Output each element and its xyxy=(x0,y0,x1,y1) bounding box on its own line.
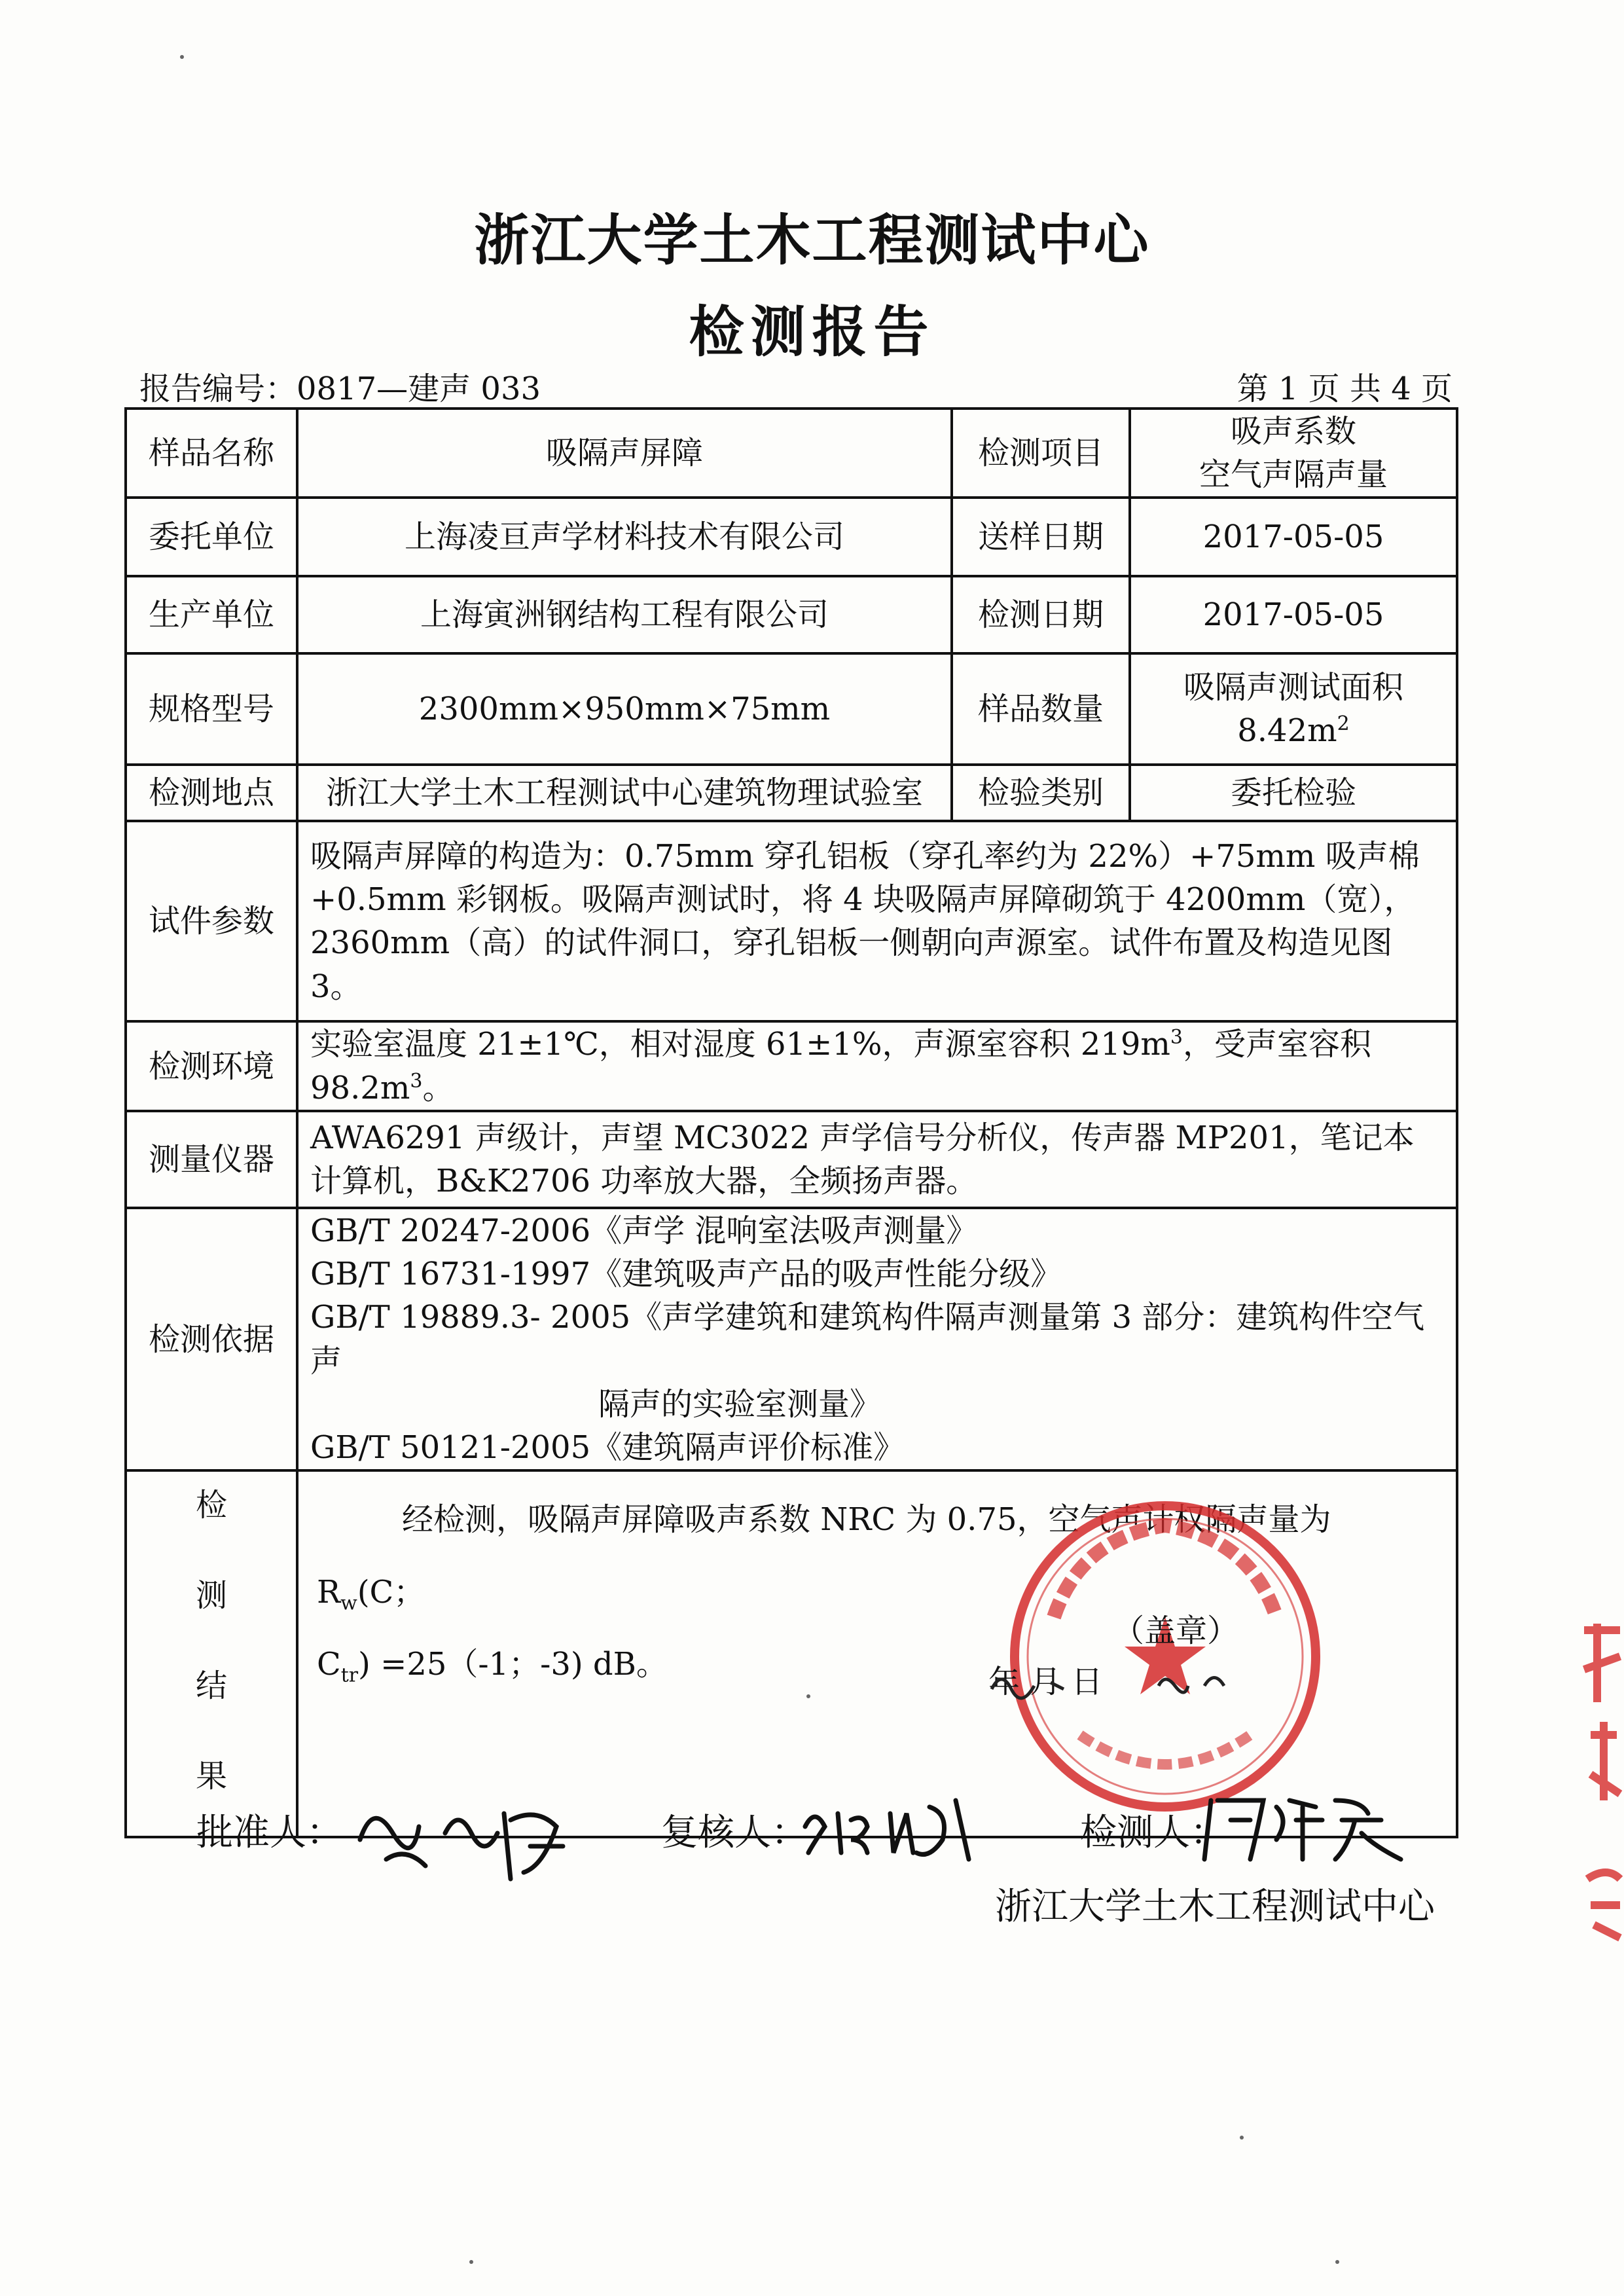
test-item-value xyxy=(1130,409,1457,498)
table-row xyxy=(126,498,1457,576)
result-text-part: C xyxy=(317,1646,341,1683)
table-row xyxy=(126,409,1457,498)
table-row xyxy=(126,576,1457,653)
env-text: 实验室温度 21±1℃，相对湿度 61±1%，声源室容积 219m xyxy=(310,1026,1170,1063)
edge-stamp-icon xyxy=(1578,1617,1624,1958)
table-row xyxy=(126,653,1457,765)
scan-speck xyxy=(1240,2136,1244,2140)
test-item-line: 空气声隔声量 xyxy=(1199,456,1388,494)
approver-label: 批准人： xyxy=(196,1812,343,1854)
params-value: 吸隔声屏障的构造为：0.75mm 穿孔铝板（穿孔率约为 22%）+75mm 吸声棉+0.5mm 彩钢板。吸隔声测试时，将 4 块吸隔声屏障砌筑于 4200mm（宽），2360mm（高）的试件洞口，穿孔铝板一侧朝向声源室。试件布置及构造见图 3。 xyxy=(297,821,1457,1021)
result-text-part: (C； xyxy=(357,1573,425,1611)
seal-label: （盖章） xyxy=(1113,1613,1239,1649)
producer-value: 上海寅洲钢结构工程有限公司 xyxy=(297,576,952,653)
test-item-label: 检测项目 xyxy=(952,409,1130,498)
delivery-date-label: 送样日期 xyxy=(952,498,1130,576)
spec-value: 2300mm×950mm×75mm xyxy=(297,653,952,765)
result-label-char: 检 xyxy=(195,1487,227,1524)
producer-label: 生产单位 xyxy=(126,576,297,653)
superscript: 3 xyxy=(1170,1026,1183,1049)
basis-item: GB/T 19889.3- 2005《声学建筑和建筑构件隔声测量第 3 部分：建筑构件空气声 xyxy=(310,1299,1425,1379)
test-date-label: 检测日期 xyxy=(952,576,1130,653)
table-row xyxy=(126,821,1457,1021)
scan-speck xyxy=(469,2260,473,2264)
approver-signature-icon xyxy=(347,1781,609,1892)
subscript: w xyxy=(340,1592,357,1615)
env-value xyxy=(297,1021,1457,1110)
table-row xyxy=(126,1208,1457,1470)
basis-item: GB/T 50121-2005《建筑隔声评价标准》 xyxy=(310,1429,905,1467)
result-label-char: 果 xyxy=(195,1758,227,1795)
sample-name-value: 吸隔声屏障 xyxy=(297,409,952,498)
result-label-stack xyxy=(139,1472,284,1798)
sample-name-label: 样品名称 xyxy=(126,409,297,498)
instruments-value: AWA6291 声级计，声望 MC3022 声学信号分析仪，传声器 MP201，笔记本计算机，B&K2706 功率放大器，全频扬声器。 xyxy=(297,1111,1457,1208)
basis-label: 检测依据 xyxy=(126,1208,297,1470)
quantity-area xyxy=(1143,709,1444,752)
result-text-part: ) =25（-1；-3) dB。 xyxy=(358,1646,668,1683)
quantity-label: 样品数量 xyxy=(952,653,1130,765)
result-text-part: 经检测，吸隔声屏障吸声系数 NRC 为 0.75，空气声计权隔声量为 R xyxy=(317,1501,1331,1611)
footer-org: 浙江大学土木工程测试中心 xyxy=(995,1886,1435,1928)
client-label: 委托单位 xyxy=(126,498,297,576)
basis-item: GB/T 16731-1997《建筑吸声产品的吸声性能分级》 xyxy=(310,1256,1062,1293)
env-text: 。 xyxy=(422,1069,454,1106)
spec-label: 规格型号 xyxy=(126,653,297,765)
scan-speck xyxy=(180,55,184,59)
env-text: ，受声室容积 98.2m xyxy=(310,1026,1371,1106)
location-label: 检测地点 xyxy=(126,765,297,821)
instruments-label: 测量仪器 xyxy=(126,1111,297,1208)
env-label: 检测环境 xyxy=(126,1021,297,1110)
table-row xyxy=(126,1111,1457,1208)
params-label: 试件参数 xyxy=(126,821,297,1021)
location-value: 浙江大学土木工程测试中心建筑物理试验室 xyxy=(297,765,952,821)
scan-speck xyxy=(806,1694,810,1698)
result-label-char: 结 xyxy=(195,1667,227,1705)
client-value: 上海凌亘声学材料技术有限公司 xyxy=(297,498,952,576)
superscript: 2 xyxy=(1337,712,1350,736)
result-date: 年 月 日 xyxy=(988,1664,1103,1700)
test-item-line: 吸声系数 xyxy=(1230,413,1356,450)
category-value: 委托检验 xyxy=(1130,765,1457,821)
result-label-char: 测 xyxy=(195,1577,227,1614)
subscript: tr xyxy=(340,1664,359,1687)
report-org-title: 浙江大学土木工程测试中心 xyxy=(474,208,1150,272)
quantity-area-number: 8.42m xyxy=(1237,712,1337,750)
scan-speck xyxy=(1335,2260,1339,2264)
test-date-value: 2017-05-05 xyxy=(1130,576,1457,653)
category-label: 检验类别 xyxy=(952,765,1130,821)
quantity-value xyxy=(1130,653,1457,765)
table-row xyxy=(126,765,1457,821)
report-title: 检测报告 xyxy=(689,299,935,364)
basis-value xyxy=(297,1208,1457,1470)
report-number: 报告编号：0817—建声 033 xyxy=(139,371,541,407)
result-label xyxy=(126,1470,297,1837)
table-row xyxy=(126,1021,1457,1110)
tester-label: 检测人： xyxy=(1080,1812,1227,1854)
reviewer-signature-icon xyxy=(799,1787,995,1866)
page-info: 第 1 页 共 4 页 xyxy=(1236,371,1453,407)
superscript: 3 xyxy=(410,1069,423,1093)
handwritten-date-icon xyxy=(988,1663,1263,1702)
basis-item: GB/T 20247-2006《声学 混响室法吸声测量》 xyxy=(310,1212,978,1249)
quantity-line: 吸隔声测试面积 xyxy=(1183,669,1403,706)
tester-signature-icon xyxy=(1198,1781,1414,1866)
reviewer-label: 复核人： xyxy=(661,1812,808,1854)
delivery-date-value: 2017-05-05 xyxy=(1130,498,1457,576)
basis-item-continued: 隔声的实验室测量》 xyxy=(598,1385,882,1423)
